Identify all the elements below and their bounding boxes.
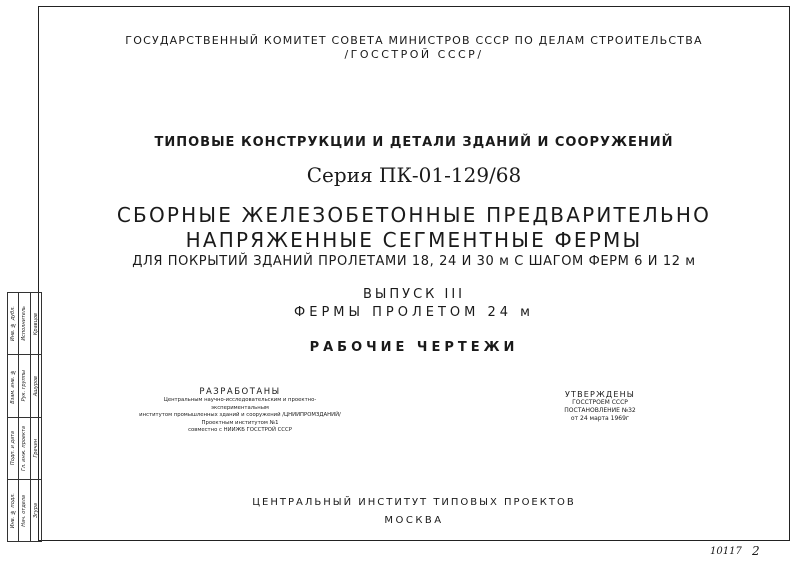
developed-line: Центральным научно-исследовательским и проектно-экспериментальным: [163, 397, 317, 411]
approved-block: [535, 390, 665, 423]
committee-header: ГОСУДАРСТВЕННЫЙ КОМИТЕТ СОВЕТА МИНИСТРОВ СССР ПО ДЕЛАМ СТРОИТЕЛЬСТВА: [125, 34, 703, 47]
approval-stamp: [8, 292, 42, 542]
drawings-label: РАБОЧИЕ ЧЕРТЕЖИ: [309, 340, 519, 355]
issue-label: ВЫПУСК III: [362, 287, 466, 302]
institute-footer: ЦЕНТРАЛЬНЫЙ ИНСТИТУТ ТИПОВЫХ ПРОЕКТОВ: [252, 497, 576, 508]
stamp-cell: Исполнитель: [19, 293, 29, 355]
stamp-cell: Рук. группы: [19, 355, 29, 417]
developed-block: [135, 387, 345, 435]
stamp-cell: Кравцов: [31, 293, 41, 355]
subtitle: ДЛЯ ПОКРЫТИЙ ЗДАНИЙ ПРОЛЕТАМИ 18, 24 И 30 м С ШАГОМ ФЕРМ 6 И 12 м: [132, 254, 696, 269]
main-title-line2: НАПРЯЖЕННЫЕ СЕГМЕНТНЫЕ ФЕРМЫ: [185, 228, 643, 252]
stamp-cell: Гл. инж. проекта: [19, 418, 29, 480]
developed-line: Проектным институтом №1: [201, 419, 279, 426]
stamp-cell: Инв. № дубл.: [8, 293, 18, 355]
page-number: 2: [752, 544, 760, 558]
developed-line: институтом промышленных зданий и сооружений /ЦНИИПРОМЗДАНИЙ/: [139, 412, 341, 418]
developed-heading: РАЗРАБОТАНЫ: [199, 387, 281, 397]
agency-header: /ГОССТРОЙ СССР/: [344, 48, 484, 61]
stamp-cell: Нач. отдела: [21, 494, 28, 527]
approved-line: ПОСТАНОВЛЕНИЕ №32: [564, 407, 636, 414]
developed-line: совместно с НИИЖБ ГОССТРОЙ СССР: [188, 427, 292, 433]
category-title: ТИПОВЫЕ КОНСТРУКЦИИ И ДЕТАЛИ ЗДАНИЙ И СООРУЖЕНИЙ: [154, 135, 674, 150]
stamp-column: [30, 292, 42, 542]
approved-line: от 24 марта 1969г: [570, 415, 630, 422]
approved-heading: УТВЕРЖДЕНЫ: [564, 390, 636, 399]
main-title-line1: СБОРНЫЕ ЖЕЛЕЗОБЕТОННЫЕ ПРЕДВАРИТЕЛЬНО: [116, 203, 712, 227]
issue-title: ФЕРМЫ ПРОЛЕТОМ 24 м: [294, 305, 534, 320]
stamp-cell: Згура: [32, 502, 39, 518]
stamp-cell: Ашуров: [31, 355, 41, 417]
stamp-cell: Инв. № подл.: [10, 492, 17, 529]
sheet-frame: [38, 6, 790, 541]
city-footer: МОСКВА: [384, 515, 444, 526]
stamp-cell: Подп. и дата: [8, 418, 18, 480]
approved-line: ГОССТРОЕМ СССР: [572, 399, 628, 406]
sheet-number: 10117: [710, 546, 742, 557]
stamp-cell: Гречин: [31, 418, 41, 480]
stamp-cell: Взам. инв. №: [8, 355, 18, 417]
series-label: Серия ПК-01-129/68: [306, 163, 522, 187]
